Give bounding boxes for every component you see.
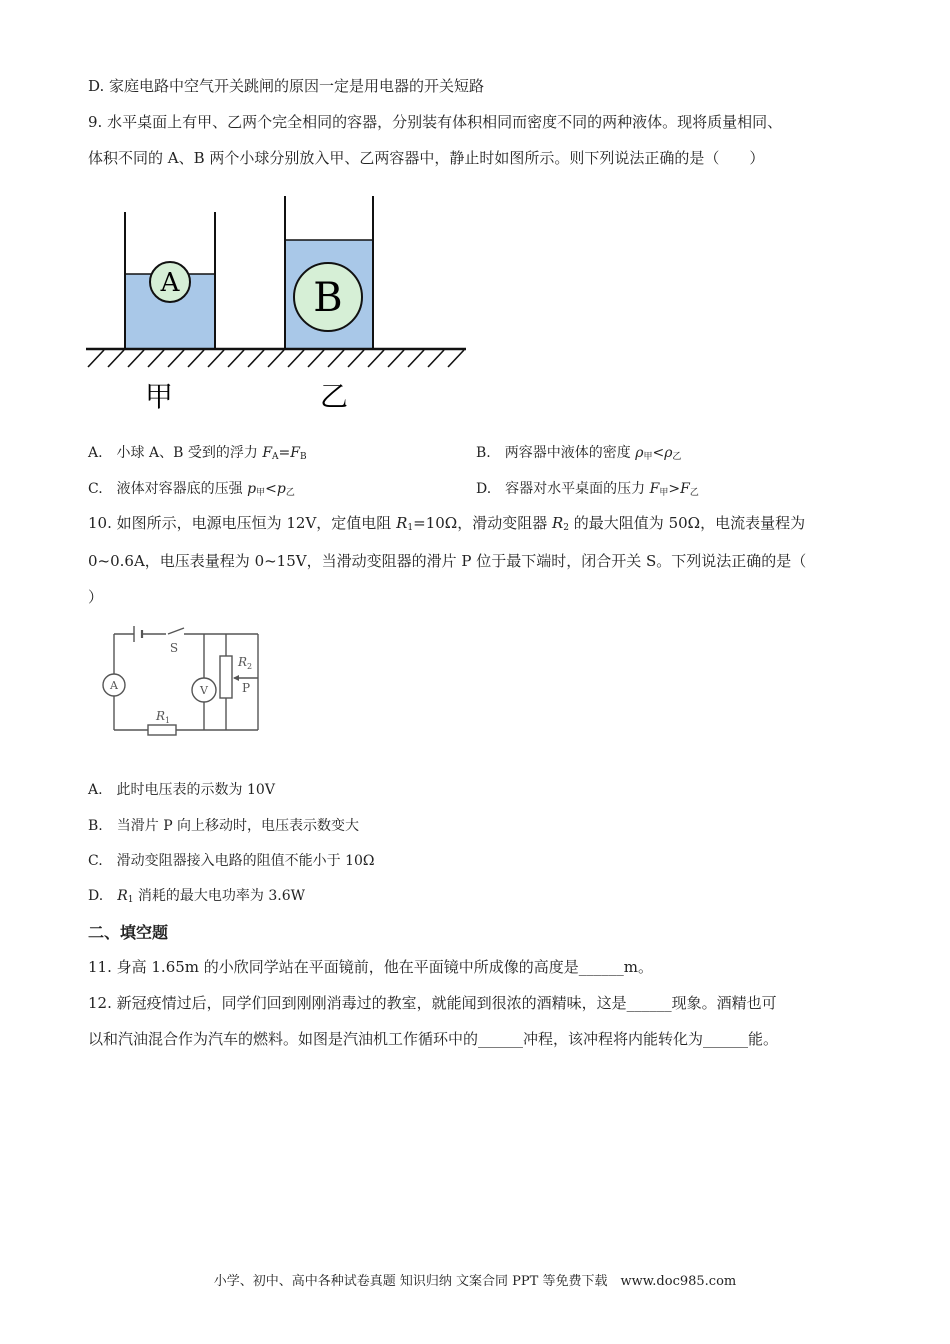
q9-stem-line2: 体积不同的 A、B 两个小球分别放入甲、乙两容器中，静止时如图所示。则下列说法正确的是（ ） bbox=[88, 149, 765, 167]
slider-arrow bbox=[233, 675, 239, 681]
q9-option-a-sub1: A bbox=[272, 452, 279, 462]
label-yi: 乙 bbox=[319, 380, 349, 413]
q9-option-a-op: = bbox=[278, 445, 291, 461]
q10-option-d-sub: 1 bbox=[127, 895, 134, 905]
q9-option-d bbox=[476, 479, 699, 503]
voltmeter-label: V bbox=[200, 684, 208, 697]
q9-option-a-var2: F bbox=[290, 445, 300, 461]
q10-stem-r1: R bbox=[396, 514, 408, 532]
footer-text: 小学、初中、高中各种试卷真题 知识归纳 文案合同 PPT 等免费下载 www.doc985.com bbox=[213, 1274, 737, 1289]
r1-label-sub: 1 bbox=[165, 716, 171, 725]
q9-option-a bbox=[88, 443, 307, 467]
q9-option-a-var1: F bbox=[262, 445, 273, 461]
q9-option-d-sub2: 乙 bbox=[689, 488, 699, 498]
r2-label-var: R bbox=[238, 655, 248, 669]
q10-stem-a: 10. 如图所示，电源电压恒为 12V，定值电阻 bbox=[88, 514, 397, 532]
q9-option-c-sub1: 甲 bbox=[256, 488, 266, 498]
q10-stem-line1 bbox=[88, 513, 805, 538]
q10-option-d-var: R bbox=[117, 888, 128, 904]
q9-option-c-var2: p bbox=[276, 481, 286, 497]
resistor-r2 bbox=[220, 656, 232, 698]
q10-stem-r1-sub: 1 bbox=[407, 523, 414, 533]
r2-label bbox=[237, 655, 252, 671]
q11-text: 11. 身高 1.65m 的小欣同学站在平面镜前，他在平面镜中所成像的高度是______m。 bbox=[88, 958, 654, 976]
q10-option-a: A. 此时电压表的示数为 10V bbox=[88, 782, 275, 798]
q10-option-b: B. 当滑片 P 向上移动时，电压表示数变大 bbox=[88, 818, 360, 834]
q9-option-b-sub1: 甲 bbox=[643, 452, 653, 462]
q9-option-c bbox=[88, 479, 295, 503]
q12-line2: 以和汽油混合作为汽车的燃料。如图是汽油机工作循环中的______冲程，该冲程将内能转化为______能。 bbox=[88, 1030, 779, 1048]
q9-option-a-sub2: B bbox=[299, 452, 307, 462]
q10-option-d bbox=[88, 886, 305, 910]
q10-stem-r2-sub: 2 bbox=[563, 523, 570, 533]
r2-label-sub: 2 bbox=[247, 662, 253, 671]
q9-option-b-op: < bbox=[652, 445, 665, 461]
q9-option-d-var1: F bbox=[649, 481, 660, 497]
q9-option-b-var1: ρ bbox=[635, 445, 644, 461]
q10-option-d-prefix: D. bbox=[88, 888, 118, 904]
q9-option-d-prefix: D. 容器对水平桌面的压力 bbox=[476, 481, 650, 497]
q10-circuit-figure bbox=[96, 626, 272, 744]
q10-stem-line2: 0~0.6A，电压表量程为 0~15V，当滑动变阻器的滑片 P 位于最下端时，闭合开关 S。下列说法正确的是（ bbox=[88, 552, 807, 570]
slider-label: P bbox=[241, 681, 251, 695]
q8-option-d: D. 家庭电路中空气开关跳闸的原因一定是用电器的开关短路 bbox=[88, 77, 485, 95]
label-jia: 甲 bbox=[144, 380, 174, 413]
resistor-r1 bbox=[148, 725, 176, 735]
q10-stem-line3: ） bbox=[88, 588, 104, 606]
q10-stem-c: 的最大阻值为 50Ω，电流表量程为 bbox=[569, 514, 806, 532]
q9-option-b-prefix: B. 两容器中液体的密度 bbox=[476, 445, 636, 461]
q10-option-d-rest: 消耗的最大电功率为 3.6W bbox=[133, 888, 306, 904]
table-hatch bbox=[88, 350, 464, 367]
q10-stem-b: =10Ω，滑动变阻器 bbox=[413, 514, 552, 532]
switch-label: S bbox=[169, 641, 179, 655]
q9-option-a-prefix: A. 小球 A、B 受到的浮力 bbox=[88, 445, 263, 461]
q9-option-d-op: > bbox=[668, 481, 681, 497]
r1-label bbox=[155, 709, 170, 725]
q9-figure bbox=[86, 190, 470, 420]
q9-option-d-var2: F bbox=[680, 481, 690, 497]
q10-option-c: C. 滑动变阻器接入电路的阻值不能小于 10Ω bbox=[88, 853, 375, 869]
section-title: 二、填空题 bbox=[88, 923, 169, 942]
q9-option-c-sub2: 乙 bbox=[285, 488, 295, 498]
q9-option-c-op: < bbox=[265, 481, 277, 497]
ball-a-label: A bbox=[160, 268, 180, 298]
q9-option-c-prefix: C. 液体对容器底的压强 bbox=[88, 481, 248, 497]
q9-option-b bbox=[476, 443, 681, 467]
q9-option-c-var1: p bbox=[247, 481, 257, 497]
q9-stem-line1: 9. 水平桌面上有甲、乙两个完全相同的容器，分别装有体积相同而密度不同的两种液体。现将质量相同、 bbox=[88, 113, 783, 131]
q12-line1: 12. 新冠疫情过后，同学们回到刚刚消毒过的教室，就能闻到很浓的酒精味，这是______现象。酒精也可 bbox=[88, 994, 777, 1012]
q9-option-b-sub2: 乙 bbox=[672, 452, 682, 462]
ammeter-label: A bbox=[110, 679, 118, 692]
q9-option-b-var2: ρ bbox=[664, 445, 673, 461]
ball-b-label: B bbox=[313, 275, 343, 321]
r1-label-var: R bbox=[156, 709, 166, 723]
q10-stem-r2: R bbox=[552, 514, 564, 532]
q9-option-d-sub1: 甲 bbox=[659, 488, 669, 498]
